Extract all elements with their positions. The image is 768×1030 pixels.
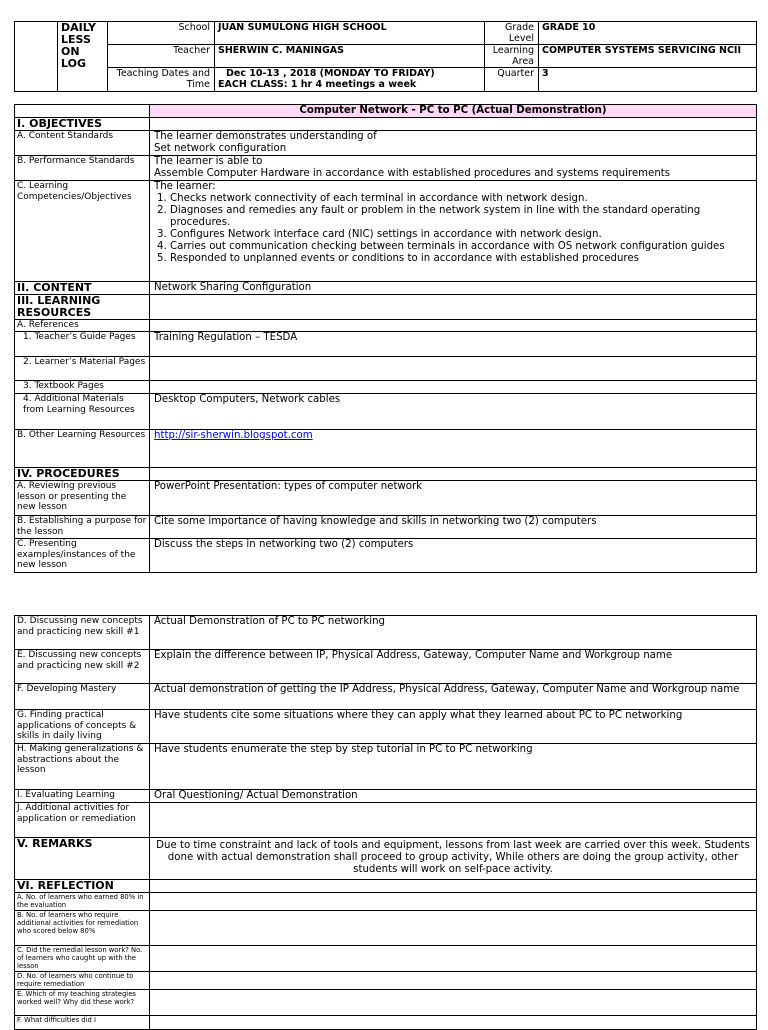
content-value: Network Sharing Configuration — [150, 282, 757, 295]
quarter-label: Quarter — [485, 68, 539, 92]
competencies-list — [154, 193, 752, 265]
list-item: 5. Responded to unplanned events or conditions to in accordance with established procedures — [170, 253, 752, 265]
reflection-e-label: E. Which of my teaching strategies worked well? Why did these work? — [15, 990, 150, 1016]
procedure-d-value: Actual Demonstration of PC to PC networking — [150, 616, 757, 650]
competencies-label: C. Learning Competencies/Objectives — [15, 181, 150, 282]
lesson-table-page-2 — [14, 615, 757, 1030]
topic-blank-cell — [15, 105, 150, 118]
procedure-d-label: D. Discussing new concepts and practicing new skill #1 — [15, 616, 150, 650]
lesson-table-page-1 — [14, 104, 757, 573]
dates-value: Dec 10-13 , 2018 (MONDAY TO FRIDAY) EACH CLASS: 1 hr 4 meetings a week — [215, 68, 485, 92]
procedure-a-value: PowerPoint Presentation: types of computer network — [150, 481, 757, 516]
procedure-c-label: C. Presenting examples/instances of the new lesson — [15, 539, 150, 573]
reflection-f-label: F. What difficulties did I — [15, 1016, 150, 1030]
lesson-topic: Computer Network - PC to PC (Actual Demonstration) — [150, 105, 757, 118]
procedures-heading: IV. PROCEDURES — [15, 468, 150, 481]
procedure-e-value: Explain the difference between IP, Physical Address, Gateway, Computer Name and Workgroup name — [150, 650, 757, 684]
remarks-value: Due to time constraint and lack of tools and equipment, lessons from last week are carried over this week. Students done with actual demonstration shall proceed to group activity, While others are doing the group activity, other students will work on self-pace activity. — [150, 838, 757, 880]
school-label: School — [108, 22, 215, 45]
list-item: 2. Diagnoses and remedies any fault or problem in the network system in line with the standard operating procedures. — [170, 205, 752, 229]
procedure-f-label: F. Developing Mastery — [15, 684, 150, 710]
learning-area-value: COMPUTER SYSTEMS SERVICING NCII — [539, 45, 757, 68]
procedure-h-label: H. Making generalizations & abstractions about the lesson — [15, 744, 150, 790]
performance-standards-value: The learner is able to Assemble Computer Hardware in accordance with established procedures and systems requirements — [150, 156, 757, 181]
objectives-heading: I. OBJECTIVES — [15, 118, 150, 131]
reflection-c-label: C. Did the remedial lesson work? No. of learners who caught up with the lesson — [15, 946, 150, 972]
dates-label: Teaching Dates and Time — [108, 68, 215, 92]
grade-label: Grade Level — [485, 22, 539, 45]
teachers-guide-value: Training Regulation – TESDA — [150, 332, 757, 357]
teachers-guide-label: 1. Teacher’s Guide Pages — [15, 332, 150, 357]
textbook-label: 3. Textbook Pages — [15, 381, 150, 394]
procedure-g-label: G. Finding practical applications of concepts & skills in daily living — [15, 710, 150, 744]
reflection-d-label: D. No. of learners who continue to require remediation — [15, 972, 150, 990]
teacher-label: Teacher — [108, 45, 215, 68]
procedure-b-value: Cite some importance of having knowledge and skills in networking two (2) computers — [150, 516, 757, 539]
other-resources-value — [150, 430, 757, 468]
teacher-value: SHERWIN C. MANINGAS — [215, 45, 485, 68]
other-resources-label: B. Other Learning Resources — [15, 430, 150, 468]
procedure-a-label: A. Reviewing previous lesson or presenting the new lesson — [15, 481, 150, 516]
resources-heading: III. LEARNING RESOURCES — [15, 295, 150, 320]
remarks-heading: V. REMARKS — [15, 838, 150, 880]
procedure-g-value: Have students cite some situations where they can apply what they learned about PC to PC networking — [150, 710, 757, 744]
procedure-e-label: E. Discussing new concepts and practicing new skill #2 — [15, 650, 150, 684]
grade-value: GRADE 10 — [539, 22, 757, 45]
reflection-b-label: B. No. of learners who require additional activities for remediation who scored below 80% — [15, 911, 150, 946]
procedure-c-value: Discuss the steps in networking two (2) computers — [150, 539, 757, 573]
content-standards-label: A. Content Standards — [15, 131, 150, 156]
procedure-j-label: J. Additional activities for application or remediation — [15, 803, 150, 838]
procedure-b-label: B. Establishing a purpose for the lesson — [15, 516, 150, 539]
list-item: 3. Configures Network interface card (NIC) settings in accordance with network design. — [170, 229, 752, 241]
blog-link[interactable]: http://sir-sherwin.blogspot.com — [154, 430, 313, 441]
school-value: JUAN SUMULONG HIGH SCHOOL — [215, 22, 485, 45]
list-item: 4. Carries out communication checking between terminals in accordance with OS network configuration guides — [170, 241, 752, 253]
procedure-f-value: Actual demonstration of getting the IP Address, Physical Address, Gateway, Computer Name and Workgroup name — [150, 684, 757, 710]
header-blank-cell — [15, 22, 58, 92]
additional-materials-label: 4. Additional Materials from Learning Resources — [15, 394, 150, 430]
performance-standards-label: B. Performance Standards — [15, 156, 150, 181]
header-table — [14, 21, 757, 92]
quarter-value: 3 — [539, 68, 757, 92]
references-label: A. References — [15, 320, 150, 332]
list-item: 1. Checks network connectivity of each terminal in accordance with network design. — [170, 193, 752, 205]
procedure-h-value: Have students enumerate the step by step tutorial in PC to PC networking — [150, 744, 757, 790]
procedure-i-label: I. Evaluating Learning — [15, 790, 150, 803]
learning-area-label: Learning Area — [485, 45, 539, 68]
content-heading: II. CONTENT — [15, 282, 150, 295]
learners-material-label: 2. Learner’s Material Pages — [15, 357, 150, 381]
reflection-a-label: A. No. of learners who earned 80% in the evaluation — [15, 893, 150, 911]
content-standards-value: The learner demonstrates understanding of Set network configuration — [150, 131, 757, 156]
dll-title: DAILY LESS ON LOG — [58, 22, 108, 92]
additional-materials-value: Desktop Computers, Network cables — [150, 394, 757, 430]
procedure-i-value: Oral Questioning/ Actual Demonstration — [150, 790, 757, 803]
reflection-heading: VI. REFLECTION — [15, 880, 150, 893]
competencies-value: The learner: 1. Checks network connectivity of each terminal in accordance with network design. 2. Diagnoses and remedies any fault or problem in the network system in line with the standard operating procedures. 3. Configures Network interface card (NIC) settings in accordance with network design. 4. Carries out communication checking between terminals in accordance with OS network configuration guides 5. Responded to unplanned events or conditions to in accordance with established procedures — [150, 181, 757, 282]
